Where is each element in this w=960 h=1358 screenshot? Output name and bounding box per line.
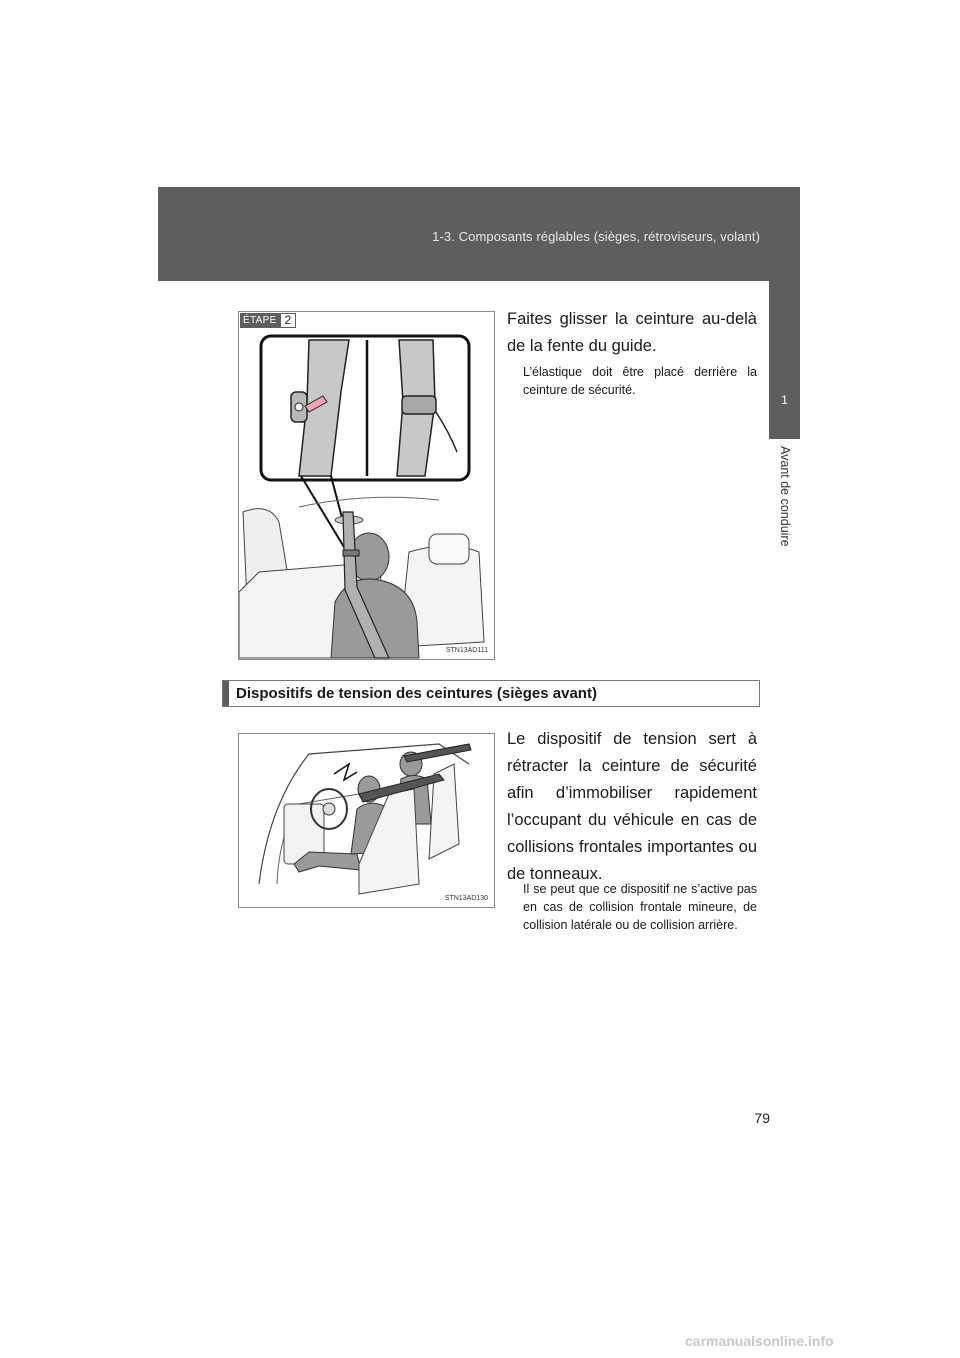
- chapter-tab: [769, 281, 800, 439]
- figure-code: STN13AD130: [444, 895, 488, 902]
- section-title: Dispositifs de tension des ceintures (sièges avant): [236, 685, 597, 702]
- pretensioner-illustration: [239, 734, 494, 907]
- figure-pretensioner: [238, 733, 495, 908]
- page-number: 79: [754, 1110, 770, 1126]
- figure-seatbelt-guide: [238, 311, 495, 660]
- step-number: 2: [280, 313, 297, 328]
- step-note: L’élastique doit être placé derrière la ceinture de sécurité.: [523, 365, 757, 397]
- step-instruction: Faites glisser la ceinture au-delà de la fente du guide.: [507, 310, 757, 355]
- figure-code: STN13AD111: [445, 647, 488, 654]
- watermark: carmanualsonline.info: [685, 1333, 834, 1349]
- chapter-number: 1: [781, 393, 788, 407]
- seatbelt-guide-illustration: [239, 312, 494, 659]
- section-breadcrumb: 1-3. Composants réglables (sièges, rétroviseurs, volant): [432, 229, 760, 244]
- chapter-label-vertical: [775, 446, 795, 576]
- section-note: Il se peut que ce dispositif ne s’active pas en cas de collision frontale mineure, de collision latérale ou de collision arrière.: [523, 882, 757, 932]
- chapter-label: Avant de conduire: [778, 446, 792, 547]
- step-word: ÉTAPE: [240, 313, 280, 328]
- header-band: [158, 187, 800, 281]
- step-badge: [240, 313, 296, 328]
- section-body: Le dispositif de tension sert à rétracter la ceinture de sécurité afin d’immobiliser rapidement l’occupant du véhicule en cas de collisions frontales importantes ou de tonneaux.: [507, 730, 757, 883]
- section-marker: [223, 681, 229, 706]
- section-header: [222, 680, 760, 707]
